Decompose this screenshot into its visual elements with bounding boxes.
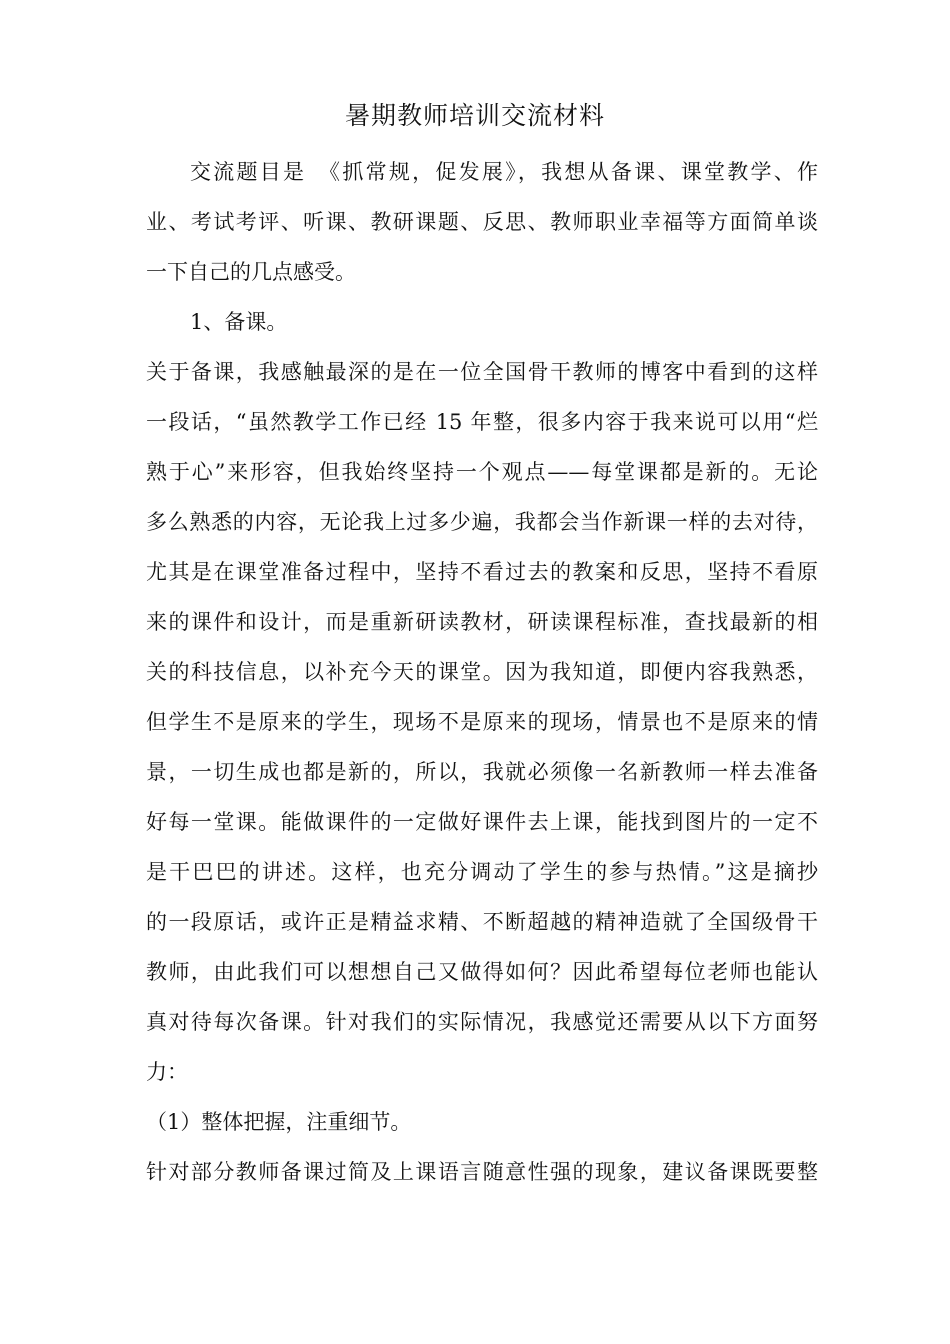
paragraph-line: 的一段原话，或许正是精益求精、不断超越的精神造就了全国级骨干 <box>146 910 818 934</box>
paragraph-line: 针对部分教师备课过简及上课语言随意性强的现象，建议备课既要整 <box>146 1160 818 1184</box>
paragraph-line: 力： <box>146 1060 188 1084</box>
paragraph-line: 但学生不是原来的学生，现场不是原来的现场，情景也不是原来的情 <box>146 710 818 734</box>
paragraph-line: 真对待每次备课。针对我们的实际情况，我感觉还需要从以下方面努 <box>146 1010 818 1034</box>
paragraph-line: 是干巴巴的讲述。这样，也充分调动了学生的参与热情。”这是摘抄 <box>146 860 818 884</box>
paragraph-line: 景，一切生成也都是新的，所以，我就必须像一名新教师一样去准备 <box>146 760 818 784</box>
paragraph-line: 一段话，“虽然教学工作已经 15 年整，很多内容于我来说可以用“烂 <box>146 410 818 434</box>
paragraph-line: 关的科技信息，以补充今天的课堂。因为我知道，即便内容我熟悉， <box>146 660 818 684</box>
paragraph-line: 好每一堂课。能做课件的一定做好课件去上课，能找到图片的一定不 <box>146 810 818 834</box>
section-heading: 1、备课。 <box>190 310 288 334</box>
paragraph-line: 来的课件和设计，而是重新研读教材，研读课程标准，查找最新的相 <box>146 610 818 634</box>
paragraph-line: 关于备课，我感触最深的是在一位全国骨干教师的博客中看到的这样 <box>146 360 818 384</box>
paragraph-line: 业、考试考评、听课、教研课题、反思、教师职业幸福等方面简单谈 <box>146 210 818 234</box>
paragraph-line: 多么熟悉的内容，无论我上过多少遍，我都会当作新课一样的去对待， <box>146 510 818 534</box>
paragraph-line: 熟于心”来形容，但我始终坚持一个观点——每堂课都是新的。无论 <box>146 460 818 484</box>
paragraph-line: 教师，由此我们可以想想自己又做得如何？因此希望每位老师也能认 <box>146 960 818 984</box>
paragraph-line: 一下自己的几点感受。 <box>146 260 356 284</box>
paragraph-line: 交流题目是 《抓常规，促发展》，我想从备课、课堂教学、作 <box>190 160 818 184</box>
document-title: 暑期教师培训交流材料 <box>344 101 605 130</box>
paragraph-line: 尤其是在课堂准备过程中，坚持不看过去的教案和反思，坚持不看原 <box>146 560 818 584</box>
subsection-heading: （1）整体把握，注重细节。 <box>146 1110 412 1134</box>
